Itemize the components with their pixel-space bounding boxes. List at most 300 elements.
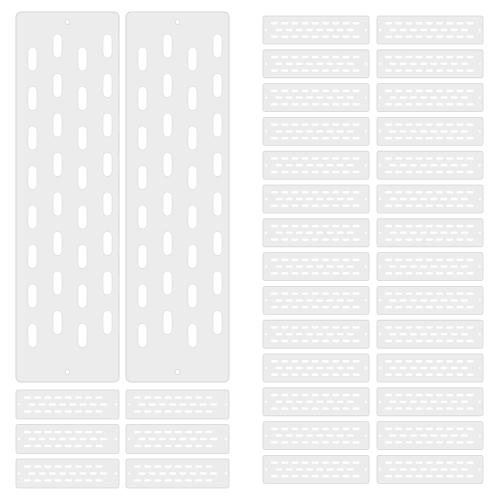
vent-slot <box>353 374 360 376</box>
vent-slot <box>456 259 463 261</box>
vent-slot <box>436 36 443 38</box>
vent-slot <box>446 292 453 294</box>
vent-slot <box>467 340 474 342</box>
vent-slot <box>24 396 31 398</box>
vent-slot <box>395 306 402 308</box>
vent-slot <box>281 205 288 207</box>
vent-slot <box>44 445 51 447</box>
vent-slot <box>405 22 412 24</box>
vent-slot <box>322 475 329 477</box>
vent-slot <box>430 367 437 369</box>
vent-slot <box>144 431 151 433</box>
vent-slot <box>85 445 92 447</box>
vent-slot <box>322 36 329 38</box>
vent-slot <box>332 238 339 240</box>
vent-slot <box>342 428 349 430</box>
vent-slot <box>55 396 62 398</box>
vent-slot <box>385 137 392 139</box>
vent-slot <box>316 367 323 369</box>
vent-slot <box>149 472 156 474</box>
vent-slot <box>90 438 97 440</box>
vent-slot <box>34 396 41 398</box>
vent-slot <box>451 232 458 234</box>
vent-slot <box>405 374 412 376</box>
vent-slot <box>24 445 31 447</box>
vent-slot <box>306 232 313 234</box>
vent-slot <box>210 438 217 440</box>
vent-slot <box>78 47 87 71</box>
vent-slot <box>291 225 298 227</box>
vent-slot <box>291 171 298 173</box>
vent-slot <box>95 445 102 447</box>
vent-slot <box>420 29 427 31</box>
vent-slot <box>395 326 402 328</box>
mount-hole <box>18 438 20 440</box>
vent-slot <box>302 407 309 409</box>
vent-slot <box>205 445 212 447</box>
vent-slot <box>286 299 293 301</box>
vent-slot <box>467 360 474 362</box>
vent-slot <box>165 445 172 447</box>
vent-slot <box>291 272 298 274</box>
vent-slot <box>436 461 443 463</box>
vent-slot <box>332 171 339 173</box>
vent-slot <box>296 198 303 200</box>
vent-slot <box>281 157 288 159</box>
vent-slot <box>271 428 278 430</box>
vent-slot <box>271 103 278 105</box>
vent-slot <box>276 130 283 132</box>
vent-slot <box>149 403 156 405</box>
vent-slot <box>385 123 392 125</box>
vent-slot <box>467 441 474 443</box>
vent-slot <box>306 299 313 301</box>
vent-slot <box>53 271 62 295</box>
vent-slot <box>281 103 288 105</box>
vent-slot <box>78 245 87 269</box>
vent-slot <box>332 225 339 227</box>
vent-slot <box>426 306 433 308</box>
vent-slot <box>190 403 197 405</box>
vent-slot <box>210 403 217 405</box>
vent-slot <box>322 137 329 139</box>
vent-slot <box>342 90 349 92</box>
vent-slot <box>451 198 458 200</box>
vent-slot <box>342 205 349 207</box>
mount-hole <box>379 367 381 369</box>
vent-slot <box>385 191 392 193</box>
vent-slot <box>342 137 349 139</box>
vent-slot <box>75 445 82 447</box>
vent-slot <box>426 374 433 376</box>
vent-slot <box>312 123 319 125</box>
vent-slot <box>405 157 412 159</box>
vent-slot <box>416 123 423 125</box>
vent-slot <box>342 191 349 193</box>
vent-slot <box>395 157 402 159</box>
vent-slot <box>353 461 360 463</box>
vent-slot <box>179 403 186 405</box>
mount-hole <box>379 130 381 132</box>
vent-slot <box>446 306 453 308</box>
vent-slot <box>306 401 313 403</box>
vent-slot <box>416 90 423 92</box>
vent-slot <box>461 333 468 335</box>
vent-slot <box>49 403 56 405</box>
mount-hole <box>379 333 381 335</box>
vent-slot <box>467 157 474 159</box>
mount-hole <box>225 472 227 474</box>
vent-slot <box>213 271 222 295</box>
vent-slot <box>322 238 329 240</box>
mount-hole <box>265 299 267 301</box>
vent-slot <box>332 326 339 328</box>
vent-slot <box>430 265 437 267</box>
vent-slot <box>446 69 453 71</box>
vent-slot <box>461 130 468 132</box>
vent-slot <box>175 465 182 467</box>
vent-slot <box>276 164 283 166</box>
vent-slot <box>281 137 288 139</box>
vent-slot <box>55 445 62 447</box>
vent-slot <box>85 431 92 433</box>
vent-slot <box>395 374 402 376</box>
vent-slot <box>332 441 339 443</box>
vent-slot <box>291 157 298 159</box>
vent-slot <box>400 198 407 200</box>
vent-slot <box>385 36 392 38</box>
vent-slot <box>271 22 278 24</box>
vent-slot <box>395 441 402 443</box>
mount-hole <box>365 266 367 268</box>
vent-slot <box>271 56 278 58</box>
vent-slot <box>446 407 453 409</box>
vent-slot <box>188 245 197 269</box>
vent-slot <box>400 468 407 470</box>
vent-slot <box>306 164 313 166</box>
mount-hole <box>128 438 130 440</box>
vent-slot <box>405 69 412 71</box>
vent-slot <box>312 475 319 477</box>
vent-slot <box>271 340 278 342</box>
vent-slot <box>353 22 360 24</box>
vent-slot <box>342 360 349 362</box>
vent-slot <box>185 410 192 412</box>
vent-slot <box>456 326 463 328</box>
vent-slot <box>456 137 463 139</box>
vent-slot <box>286 96 293 98</box>
vent-slot <box>78 284 87 308</box>
vent-slot <box>405 326 412 328</box>
vent-slot <box>405 272 412 274</box>
vent-slot <box>281 292 288 294</box>
vent-slot <box>426 137 433 139</box>
vent-slot <box>291 205 298 207</box>
vent-slot <box>291 374 298 376</box>
mount-hole <box>365 401 367 403</box>
vent-slot <box>100 403 107 405</box>
vent-slot <box>461 63 468 65</box>
large-vent-panels <box>16 12 229 382</box>
vent-slot <box>390 130 397 132</box>
vent-slot <box>416 360 423 362</box>
vent-slot <box>405 360 412 362</box>
vent-slot <box>426 22 433 24</box>
vent-slot <box>312 306 319 308</box>
vent-slot <box>395 22 402 24</box>
vent-slot <box>467 475 474 477</box>
vent-slot <box>342 69 349 71</box>
vent-slot <box>316 299 323 301</box>
vent-slot <box>85 479 92 481</box>
mount-hole <box>265 97 267 99</box>
vent-slot <box>461 198 468 200</box>
vent-slot <box>467 272 474 274</box>
vent-slot <box>342 171 349 173</box>
vent-slot <box>28 47 37 71</box>
mount-hole <box>265 468 267 470</box>
vent-slot <box>327 198 334 200</box>
vent-slot <box>400 232 407 234</box>
vent-slot <box>53 153 62 177</box>
vent-slot <box>49 472 56 474</box>
vent-slot <box>385 171 392 173</box>
mount-hole <box>265 63 267 65</box>
vent-slot <box>332 292 339 294</box>
vent-slot <box>385 90 392 92</box>
vent-slot <box>390 232 397 234</box>
vent-slot <box>390 299 397 301</box>
vent-slot <box>281 394 288 396</box>
vent-slot <box>312 171 319 173</box>
vent-slot <box>291 340 298 342</box>
vent-slot <box>188 284 197 308</box>
vent-slot <box>441 401 448 403</box>
mount-hole <box>128 472 130 474</box>
vent-slot <box>426 225 433 227</box>
vent-slot <box>291 36 298 38</box>
vent-slot <box>446 36 453 38</box>
vent-slot <box>410 164 417 166</box>
vent-slot <box>405 123 412 125</box>
vent-slot <box>103 74 112 98</box>
vent-slot <box>316 164 323 166</box>
vent-slot <box>138 166 147 190</box>
vent-slot <box>332 56 339 58</box>
vent-slot <box>271 191 278 193</box>
vent-slot <box>446 137 453 139</box>
vent-slot <box>327 299 334 301</box>
vent-slot <box>103 192 112 216</box>
vent-slot <box>276 367 283 369</box>
vent-slot <box>436 69 443 71</box>
mount-hole <box>479 198 481 200</box>
vent-slot <box>436 272 443 274</box>
vent-slot <box>332 103 339 105</box>
vent-slot <box>271 259 278 261</box>
vent-slot <box>49 438 56 440</box>
vent-slot <box>416 157 423 159</box>
vent-slot <box>34 445 41 447</box>
vent-slot <box>353 103 360 105</box>
vent-slot <box>165 431 172 433</box>
vent-slot <box>347 198 354 200</box>
vent-slot <box>353 340 360 342</box>
vent-slot <box>410 333 417 335</box>
vent-slot <box>302 171 309 173</box>
vent-slot <box>390 367 397 369</box>
vent-slot <box>281 171 288 173</box>
vent-slot <box>271 205 278 207</box>
vent-slot <box>302 394 309 396</box>
vent-slot <box>322 103 329 105</box>
vent-slot <box>65 465 72 467</box>
vent-slot <box>276 232 283 234</box>
vent-slot <box>420 367 427 369</box>
vent-slot <box>65 479 72 481</box>
vent-slot <box>420 401 427 403</box>
vent-slot <box>85 410 92 412</box>
vent-slot <box>390 29 397 31</box>
vent-slot <box>456 90 463 92</box>
vent-slot <box>347 434 354 436</box>
vent-slot <box>302 205 309 207</box>
vent-slot <box>179 438 186 440</box>
vent-slot <box>456 22 463 24</box>
vent-slot <box>312 90 319 92</box>
vent-slot <box>436 475 443 477</box>
vent-slot <box>395 90 402 92</box>
vent-slot <box>405 225 412 227</box>
vent-slot <box>395 394 402 396</box>
vent-slot <box>446 238 453 240</box>
vent-slot <box>296 434 303 436</box>
vent-slot <box>410 265 417 267</box>
vent-slot <box>316 96 323 98</box>
vent-slot <box>446 191 453 193</box>
vent-slot <box>291 441 298 443</box>
vent-slot <box>410 232 417 234</box>
vent-slot <box>291 360 298 362</box>
vent-slot <box>441 164 448 166</box>
vent-slot <box>302 69 309 71</box>
vent-slot <box>134 410 141 412</box>
vent-slot <box>332 69 339 71</box>
vent-slot <box>163 113 172 137</box>
vent-slot <box>446 157 453 159</box>
vent-slot <box>332 340 339 342</box>
vent-slot <box>28 245 37 269</box>
vent-slot <box>426 171 433 173</box>
vent-slot <box>195 445 202 447</box>
vent-slot <box>316 434 323 436</box>
vent-slot <box>306 198 313 200</box>
vent-slot <box>416 292 423 294</box>
vent-slot <box>332 374 339 376</box>
vent-slot <box>436 90 443 92</box>
vent-slot <box>312 441 319 443</box>
vent-slot <box>306 130 313 132</box>
vent-slot <box>405 238 412 240</box>
vent-slot <box>441 468 448 470</box>
vent-slot <box>188 166 197 190</box>
vent-slot <box>342 123 349 125</box>
vent-slot <box>353 360 360 362</box>
mount-hole <box>365 29 367 31</box>
vent-slot <box>410 434 417 436</box>
mount-hole <box>175 20 180 25</box>
mount-hole <box>479 130 481 132</box>
vent-slot <box>327 401 334 403</box>
vent-slot <box>69 472 76 474</box>
vent-slot <box>467 171 474 173</box>
vent-slot <box>416 394 423 396</box>
mount-hole <box>365 97 367 99</box>
vent-slot <box>461 96 468 98</box>
vent-slot <box>78 87 87 111</box>
vent-slot <box>416 475 423 477</box>
vent-slot <box>188 87 197 111</box>
vent-slot <box>59 472 66 474</box>
vent-slot <box>430 198 437 200</box>
vent-slot <box>332 205 339 207</box>
vent-slot <box>426 340 433 342</box>
vent-slot <box>271 407 278 409</box>
mount-hole <box>225 403 227 405</box>
vent-slot <box>385 292 392 294</box>
vent-slot <box>65 410 72 412</box>
vent-slot <box>322 441 329 443</box>
vent-slot <box>400 299 407 301</box>
vent-slot <box>316 401 323 403</box>
mount-hole <box>379 232 381 234</box>
vent-slot <box>312 259 319 261</box>
vent-slot <box>276 29 283 31</box>
vent-slot <box>395 272 402 274</box>
vent-slot <box>416 340 423 342</box>
vent-slot <box>467 238 474 240</box>
vent-slot <box>75 431 82 433</box>
vent-slot <box>291 90 298 92</box>
vent-slot <box>420 265 427 267</box>
vent-slot <box>395 292 402 294</box>
vent-slot <box>400 130 407 132</box>
vent-slot <box>385 103 392 105</box>
vent-slot <box>332 191 339 193</box>
vent-slot <box>134 396 141 398</box>
vent-slot <box>332 90 339 92</box>
vent-slot <box>271 475 278 477</box>
vent-slot <box>342 225 349 227</box>
mount-hole <box>365 232 367 234</box>
vent-slot <box>281 69 288 71</box>
vent-slot <box>159 438 166 440</box>
vent-slot <box>467 191 474 193</box>
vent-slot <box>39 472 46 474</box>
vent-slot <box>312 326 319 328</box>
vent-slot <box>337 265 344 267</box>
vent-slot <box>395 461 402 463</box>
mount-hole <box>379 468 381 470</box>
vent-slot <box>138 284 147 308</box>
vent-slot <box>332 360 339 362</box>
vent-slot <box>322 171 329 173</box>
vent-slot <box>154 431 161 433</box>
vent-slot <box>353 326 360 328</box>
mount-hole <box>225 438 227 440</box>
vent-slot <box>327 130 334 132</box>
vent-slot <box>271 36 278 38</box>
